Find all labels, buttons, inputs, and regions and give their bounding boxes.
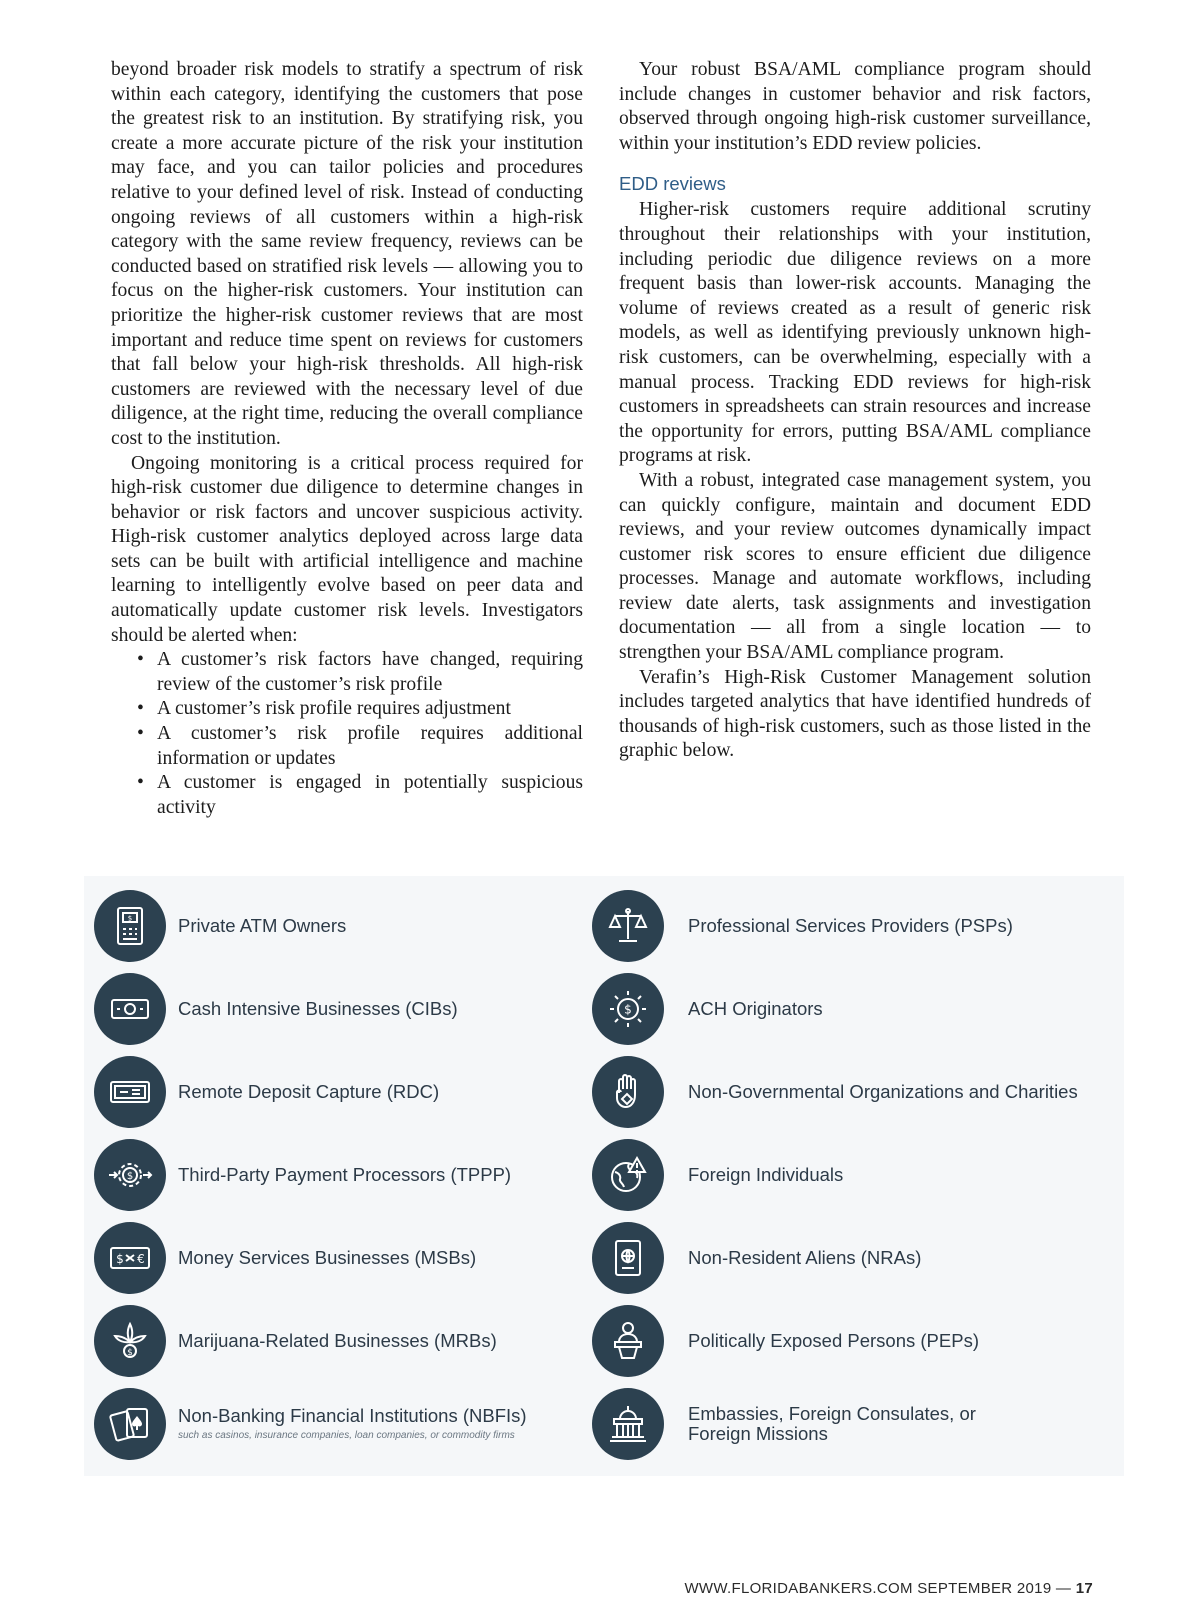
section-heading: EDD reviews	[619, 173, 726, 195]
payment-processor-icon	[94, 1139, 166, 1211]
gear-dollar-icon	[592, 973, 664, 1045]
page-number: 17	[1075, 1580, 1093, 1597]
podium-icon	[592, 1305, 664, 1377]
category-label: Embassies, Foreign Consulates, or Foreign Missions	[688, 1402, 976, 1444]
category-label: Foreign Individuals	[688, 1163, 844, 1185]
list-item	[94, 1133, 614, 1216]
category-sublabel: such as casinos, insurance companies, loan companies, or commodity firms	[178, 1429, 515, 1441]
category-label: Money Services Businesses (MSBs)	[178, 1246, 477, 1268]
paragraph: Higher-risk customers require additional scrutiny throughout their relationships with your institution, including periodic due diligence reviews on a more frequent basis than lower-risk accounts. Managing the volume of reviews created as a result of generic risk models, as well as identifying previously unknown high-risk customers, can be overwhelming, especially with a manual process. Tracking EDD reviews for high-risk customers in spreadsheets can strain resources and increase the opportunity for errors, putting BSA/AML compliance programs at risk.	[619, 199, 1091, 467]
category-label: Professional Services Providers (PSPs)	[688, 914, 1013, 936]
list-item	[592, 967, 1112, 1050]
cash-icon	[94, 973, 166, 1045]
list-item	[94, 1382, 614, 1465]
list-item: • A customer’s risk profile requires adjustment	[137, 697, 583, 722]
list-item	[592, 1050, 1112, 1133]
svg-text:$: $	[126, 1170, 134, 1182]
category-label: Non-Governmental Organizations and Charities	[688, 1080, 1078, 1102]
list-item: • A customer is engaged in potentially suspicious activity	[137, 771, 583, 820]
cannabis-leaf-icon	[94, 1305, 166, 1377]
list-item	[592, 1216, 1112, 1299]
right-text-column	[619, 58, 1091, 764]
category-label: Third-Party Payment Processors (TPPP)	[178, 1163, 512, 1185]
hand-dollar-icon	[592, 1056, 664, 1128]
list-item	[94, 1299, 614, 1382]
list-item	[592, 884, 1112, 967]
list-item	[94, 967, 614, 1050]
list-item	[94, 1050, 614, 1133]
graphic-right-column	[592, 884, 1112, 1465]
category-label: Private ATM Owners	[178, 914, 347, 936]
paragraph: Verafin’s High-Risk Customer Management solution includes targeted analytics that have identified hundreds of thousands of high-risk customers, such as those listed in the graphic below.	[619, 666, 1091, 762]
atm-icon	[94, 890, 166, 962]
list-item	[592, 1382, 1112, 1465]
footer-text: WWW.FLORIDABANKERS.COM SEPTEMBER 2019 —	[684, 1580, 1072, 1597]
category-label: Cash Intensive Businesses (CIBs)	[178, 997, 458, 1019]
category-label: Marijuana-Related Businesses (MRBs)	[178, 1329, 497, 1351]
paragraph: With a robust, integrated case management system, you can quickly configure, maintain and document EDD reviews, and your review outcomes dynamically impact customer risk scores to ensure efficient due diligence processes. Manage and automate workflows, including review date alerts, task assignments and investigation documentation — all from a single location — to strengthen your BSA/AML compliance program.	[619, 469, 1091, 664]
category-label: Non-Banking Financial Institutions (NBFIs) such as casinos, insurance companies, loan companies, or commodity firms	[178, 1404, 527, 1441]
paragraph: beyond broader risk models to stratify a spectrum of risk within each category, identifying the customers that pose the greatest risk to an institution. By stratifying risk, you create a more accurate picture of the risk your institution may face, and you can tailor policies and procedures relative to your defined level of risk. Instead of conducting ongoing reviews of all customers within a high-risk category with the same review frequency, reviews can be conducted based on stratified risk levels — allowing you to focus on the higher-risk customers. Your institution can prioritize the higher-risk customer reviews that are most important and reduce time spent on reviews for customers that fall below your high-risk thresholds. All high-risk customers are reviewed with the necessary level of due diligence, at the right time, reducing the overall compliance cost to the institution.	[111, 59, 583, 449]
list-item	[592, 1299, 1112, 1382]
list-item	[94, 884, 614, 967]
category-label: Remote Deposit Capture (RDC)	[178, 1080, 440, 1102]
svg-text:$: $	[127, 914, 133, 922]
high-risk-customer-graphic	[84, 876, 1124, 1476]
category-label: Non-Resident Aliens (NRAs)	[688, 1246, 922, 1268]
list-item: • A customer’s risk profile requires additional information or updates	[137, 722, 583, 771]
category-label: Politically Exposed Persons (PEPs)	[688, 1329, 979, 1351]
svg-text:$: $	[116, 1251, 124, 1266]
paragraph: Your robust BSA/AML compliance program should include changes in customer behavior and risk factors, observed through ongoing high-risk customer surveillance, within your institution’s EDD review policies.	[619, 59, 1091, 154]
list-item: • A customer’s risk factors have changed, requiring review of the customer’s risk profile	[137, 648, 583, 697]
paragraph: Ongoing monitoring is a critical process required for high-risk customer due diligence to determine changes in behavior or risk factors and uncover suspicious activity. High-risk customer analytics deployed across large data sets can be built with artificial intelligence and machine learning to intelligently evolve based on peer data and automatically update customer risk levels. Investigators should be alerted when:	[111, 452, 583, 646]
category-label: ACH Originators	[688, 997, 823, 1019]
passport-icon	[592, 1222, 664, 1294]
svg-text:$: $	[624, 1002, 632, 1016]
list-item	[94, 1216, 614, 1299]
globe-icon	[592, 1139, 664, 1211]
graphic-left-column	[94, 884, 614, 1465]
list-item	[592, 1133, 1112, 1216]
embassy-building-icon	[592, 1388, 664, 1460]
svg-text:$: $	[127, 1347, 133, 1358]
check-deposit-icon	[94, 1056, 166, 1128]
currency-exchange-icon	[94, 1222, 166, 1294]
playing-cards-icon	[94, 1388, 166, 1460]
left-text-column	[111, 58, 583, 820]
scales-icon	[592, 890, 664, 962]
svg-text:€: €	[137, 1251, 145, 1266]
alert-conditions-list	[111, 648, 583, 820]
page-footer	[684, 1580, 1093, 1597]
